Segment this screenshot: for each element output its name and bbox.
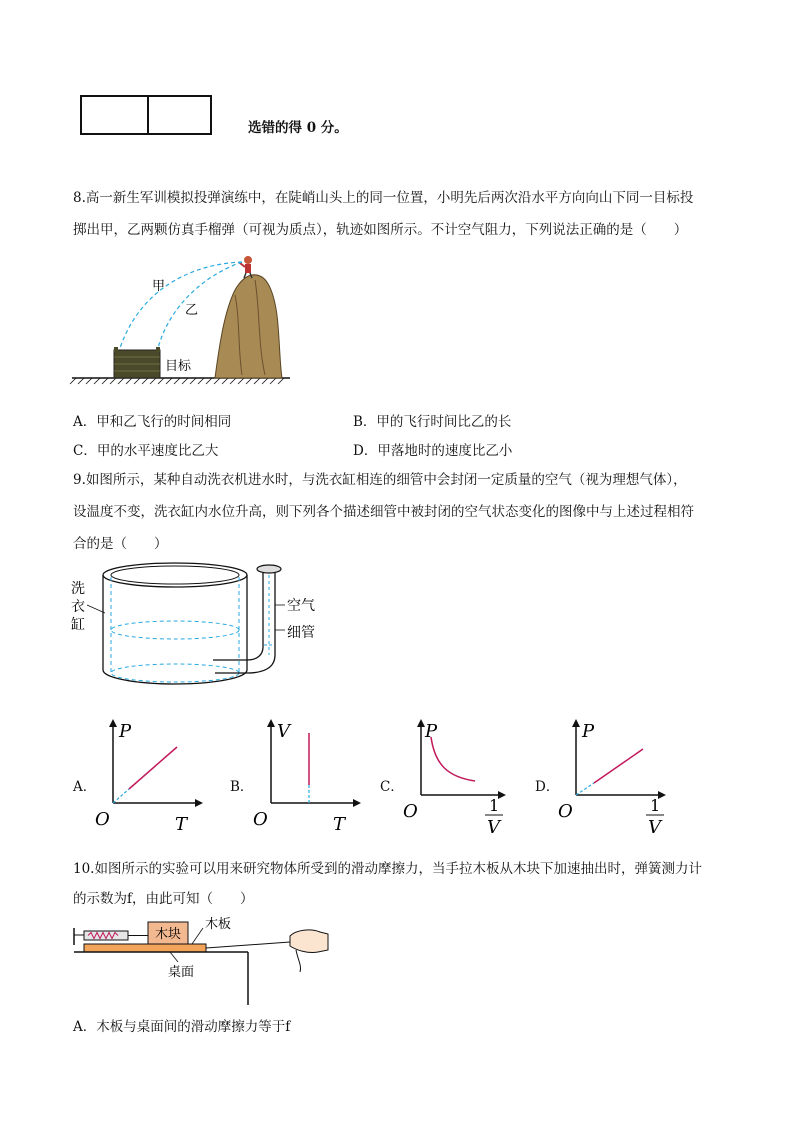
score-box <box>80 95 212 135</box>
graph-d-option: D． <box>535 779 560 795</box>
graph-d <box>558 715 678 840</box>
spring-scale <box>84 931 148 940</box>
q10-friction-figure <box>70 910 330 1005</box>
graph-c-x-den: V <box>487 817 500 838</box>
scoring-note: 选错的得 0 分。 <box>248 120 348 136</box>
tub-label-3: 缸 <box>71 617 85 633</box>
q8-option-a: A．甲和乙飞行的时间相同 <box>73 414 232 430</box>
q10-text-line2: 的示数为f，由此可知（ ） <box>73 891 254 907</box>
mountain <box>215 275 282 378</box>
graph-c-curve <box>431 737 475 781</box>
desk-label: 桌面 <box>168 965 195 980</box>
water-level-upper <box>111 621 239 639</box>
graph-d-x-num: 1 <box>650 796 661 815</box>
graph-c <box>403 715 513 840</box>
thrower-figure <box>240 256 252 278</box>
label-jia: 甲 <box>152 279 166 294</box>
wood-board <box>84 944 206 952</box>
label-yi: 乙 <box>185 303 199 318</box>
graph-a-x-label: T <box>175 814 188 835</box>
block-label: 木块 <box>155 927 182 942</box>
graph-a-y-label: P <box>119 721 132 742</box>
q9-text-line2: 设温度不变，洗衣缸内水位升高，则下列各个描述细管中被封闭的空气状态变化的图像中与上述过程相符 <box>73 504 694 520</box>
graph-a-dashed <box>113 789 129 803</box>
graph-c-y-label: P <box>425 721 438 742</box>
q9-text-line1: 9.如图所示，某种自动洗衣机进水时，与洗衣缸相连的细管中会封闭一定质量的空气（视为理想气体）， <box>73 472 687 488</box>
hand-icon <box>290 930 328 972</box>
q9-washer-figure <box>65 555 315 700</box>
graph-a-curve <box>129 747 177 789</box>
graph-b-y-label: V <box>277 721 290 742</box>
graph-d-origin: O <box>558 801 573 822</box>
graph-a <box>95 715 205 840</box>
graph-d-x-den: V <box>648 817 661 838</box>
label-target: 目标 <box>165 359 192 374</box>
q10-option-a: A．木板与桌面间的滑动摩擦力等于f <box>73 1019 291 1035</box>
graph-b <box>253 715 363 840</box>
q8-text-line2: 掷出甲，乙两颗仿真手榴弹（可视为质点），轨迹如图所示。不计空气阻力，下列说法正确的是（ ） <box>73 222 688 238</box>
graph-d-curve <box>594 749 643 783</box>
q8-figure <box>70 250 300 385</box>
board-label: 木板 <box>205 917 232 932</box>
graph-a-origin: O <box>95 809 110 830</box>
thin-tube <box>247 573 275 673</box>
ground-hatching <box>70 378 284 384</box>
score-cell-left <box>82 97 149 133</box>
graph-b-x-label: T <box>333 814 346 835</box>
tube-label: 细管 <box>287 625 315 641</box>
graph-c-x-num: 1 <box>489 796 500 815</box>
q9-text-line3: 合的是（ ） <box>73 536 168 552</box>
graph-c-option: C． <box>380 779 404 795</box>
tub-label-1: 洗 <box>71 581 85 597</box>
q8-option-d: D．甲落地时的速度比乙小 <box>353 443 513 459</box>
graph-c-origin: O <box>403 801 418 822</box>
graph-a-option: A． <box>73 779 97 795</box>
q8-text-line1: 8.高一新生军训模拟投弹演练中，在陡峭山头上的同一位置，小明先后两次沿水平方向向山下同一目标投 <box>73 190 694 206</box>
q8-option-c: C．甲的水平速度比乙大 <box>73 443 219 459</box>
graph-d-dashed <box>576 783 594 795</box>
air-label: 空气 <box>287 598 315 614</box>
tub-label-2: 衣 <box>71 599 85 615</box>
graph-b-origin: O <box>253 809 268 830</box>
q10-text-line1: 10.如图所示的实验可以用来研究物体所受到的滑动摩擦力，当手拉木板从木块下加速抽出时，弹簧测力计 <box>73 861 702 877</box>
target-wall <box>114 347 160 378</box>
q8-option-b: B．甲的飞行时间比乙的长 <box>353 414 512 430</box>
graph-d-y-label: P <box>582 721 595 742</box>
graph-b-option: B． <box>230 779 254 795</box>
